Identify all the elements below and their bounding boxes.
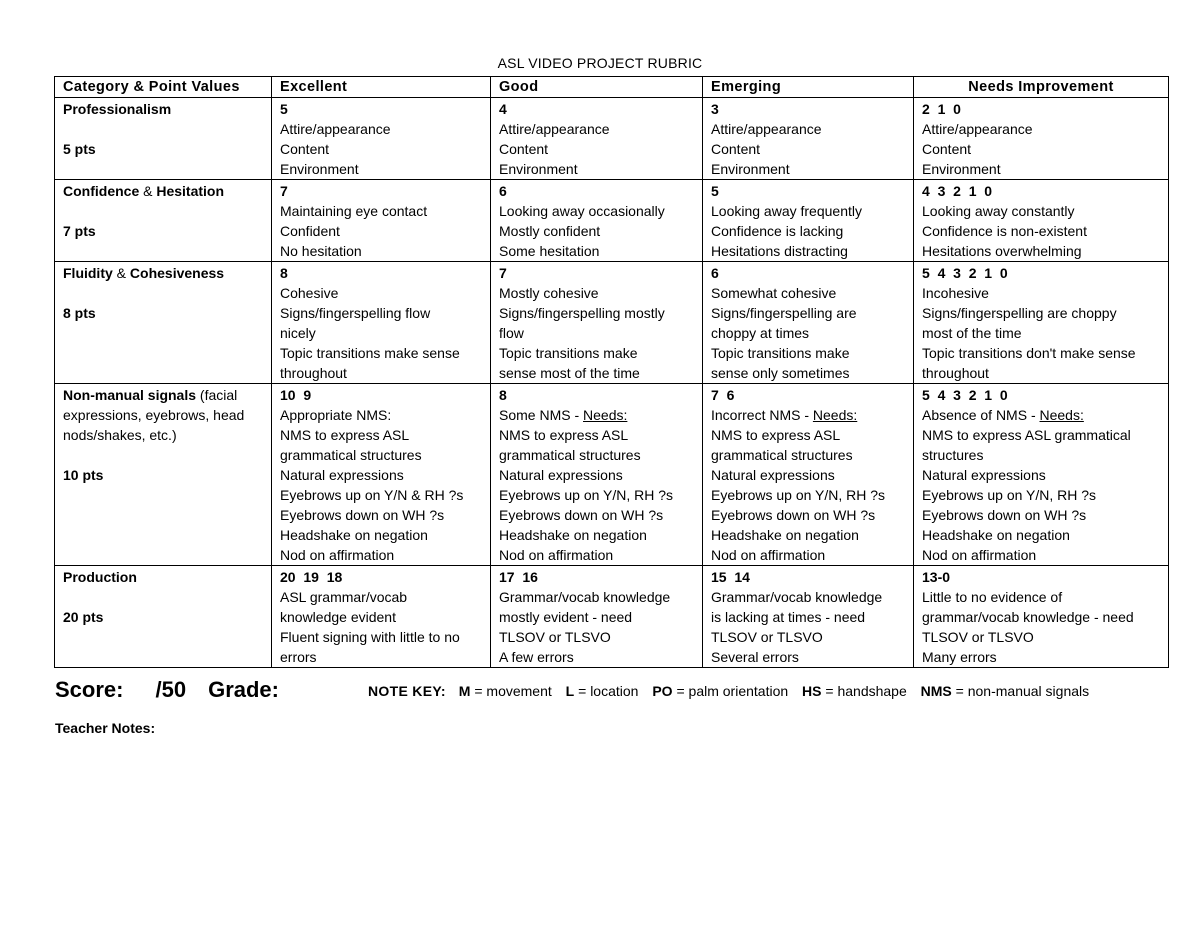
note-key-meaning: = handshape — [821, 683, 907, 699]
criterion-line: mostly evident - need — [499, 609, 633, 625]
score-values: 20 19 18 — [280, 569, 343, 585]
criterion-line: sense only sometimes — [711, 365, 850, 381]
table-row — [55, 180, 1169, 262]
criterion-line: errors — [280, 649, 317, 665]
criterion-line: Nod on affirmation — [280, 547, 395, 563]
criterion-line: Grammar/vocab knowledge — [499, 589, 671, 605]
criterion-line: No hesitation — [280, 243, 362, 259]
criterion-line: Topic transitions don't make sense — [922, 345, 1136, 361]
header-row — [55, 77, 1169, 98]
score-values: 10 9 — [280, 387, 312, 403]
criterion-line: Maintaining eye contact — [280, 203, 428, 219]
note-key-meaning: = non-manual signals — [951, 683, 1090, 699]
criterion-line: Headshake on negation — [499, 527, 647, 543]
criterion-line: throughout — [280, 365, 347, 381]
note-key-abbr: HS — [802, 683, 822, 699]
note-key-meaning: = location — [574, 683, 639, 699]
note-key-abbr: L — [565, 683, 575, 699]
criterion-line: Eyebrows up on Y/N, RH ?s — [711, 487, 886, 503]
category-ampersand: & — [139, 183, 157, 199]
criterion-line: Topic transitions make — [499, 345, 638, 361]
table-row — [55, 262, 1169, 384]
rubric-cell — [491, 566, 703, 668]
criterion-line: Cohesive — [280, 285, 339, 301]
category-cell — [55, 384, 272, 566]
rubric-cell — [914, 384, 1169, 566]
nms-prefix: Incorrect NMS - — [711, 407, 813, 423]
score-values: 13-0 — [922, 569, 951, 585]
nms-prefix: Absence of NMS - — [922, 407, 1040, 423]
criterion-line: NMS to express ASL — [711, 427, 841, 443]
criterion-line: Looking away occasionally — [499, 203, 665, 219]
header-good: Good — [491, 77, 703, 98]
rubric-cell — [914, 566, 1169, 668]
criterion-line: NMS to express ASL — [280, 427, 410, 443]
criterion-line: Hesitations overwhelming — [922, 243, 1082, 259]
score-values: 5 — [711, 183, 719, 199]
criterion-line: Somewhat cohesive — [711, 285, 837, 301]
criterion-line: Environment — [711, 161, 790, 177]
nms-prefix: Appropriate NMS: — [280, 407, 392, 423]
criterion-line: Content — [922, 141, 972, 157]
criterion-line: Several errors — [711, 649, 799, 665]
criterion-line: Confidence is lacking — [711, 223, 844, 239]
header-category: Category & Point Values — [55, 77, 272, 98]
criterion-line: Content — [280, 141, 330, 157]
criterion-line: choppy at times — [711, 325, 810, 341]
criterion-line: Mostly cohesive — [499, 285, 599, 301]
table-row — [55, 98, 1169, 180]
criterion-line: Eyebrows up on Y/N, RH ?s — [922, 487, 1097, 503]
note-key-meaning: = movement — [470, 683, 552, 699]
rubric-cell — [491, 262, 703, 384]
criterion-line: Content — [499, 141, 549, 157]
header-emerging: Emerging — [703, 77, 914, 98]
criterion-line: Attire/appearance — [922, 121, 1033, 137]
criterion-line: grammatical structures — [280, 447, 422, 463]
criterion-line: Signs/fingerspelling mostly — [499, 305, 665, 321]
category-points: 7 pts — [63, 223, 96, 239]
rubric-cell — [914, 262, 1169, 384]
score-values: 4 3 2 1 0 — [922, 183, 993, 199]
rubric-cell — [703, 98, 914, 180]
criterion-line: Fluent signing with little to no — [280, 629, 460, 645]
rubric-cell — [703, 262, 914, 384]
header-excellent: Excellent — [272, 77, 491, 98]
category-cell — [55, 262, 272, 384]
criterion-line: Natural expressions — [499, 467, 623, 483]
score-values: 3 — [711, 101, 719, 117]
criterion-line: Eyebrows up on Y/N, RH ?s — [499, 487, 674, 503]
note-key-abbr: NMS — [920, 683, 952, 699]
category-name-second: Hesitation — [156, 183, 225, 199]
score-values: 7 — [280, 183, 288, 199]
category-name: Production — [63, 569, 137, 585]
criterion-line: TLSOV or TLSVO — [711, 629, 823, 645]
criterion-line: Headshake on negation — [922, 527, 1070, 543]
nms-needs: Needs: — [583, 407, 628, 423]
criterion-line: Incohesive — [922, 285, 989, 301]
rubric-cell — [914, 180, 1169, 262]
table-row — [55, 384, 1169, 566]
criterion-line: sense most of the time — [499, 365, 640, 381]
category-points: 10 pts — [63, 467, 104, 483]
criterion-line: most of the time — [922, 325, 1022, 341]
category-name: Fluidity — [63, 265, 113, 281]
criterion-line: Eyebrows down on WH ?s — [499, 507, 664, 523]
score-values: 8 — [499, 387, 507, 403]
rubric-cell — [914, 98, 1169, 180]
criterion-line: Environment — [280, 161, 359, 177]
category-name: Non-manual signals — [63, 387, 197, 403]
criterion-line: Grammar/vocab knowledge — [711, 589, 883, 605]
criterion-line: Eyebrows up on Y/N & RH ?s — [280, 487, 464, 503]
category-cell — [55, 180, 272, 262]
score-values: 17 16 — [499, 569, 538, 585]
criterion-line: Headshake on negation — [711, 527, 859, 543]
criterion-line: Signs/fingerspelling are — [711, 305, 857, 321]
rubric-cell — [272, 98, 491, 180]
nms-needs: Needs: — [1039, 407, 1084, 423]
criterion-line: Natural expressions — [922, 467, 1046, 483]
criterion-line: ASL grammar/vocab — [280, 589, 408, 605]
score-values: 7 — [499, 265, 507, 281]
score-values: 4 — [499, 101, 507, 117]
note-key — [368, 682, 1089, 700]
category-cell — [55, 566, 272, 668]
score-values: 8 — [280, 265, 288, 281]
criterion-line: TLSOV or TLSVO — [922, 629, 1034, 645]
category-points: 8 pts — [63, 305, 96, 321]
criterion-line: Some hesitation — [499, 243, 600, 259]
criterion-line: Signs/fingerspelling are choppy — [922, 305, 1117, 321]
criterion-line: Many errors — [922, 649, 997, 665]
criterion-line: Nod on affirmation — [499, 547, 614, 563]
note-key-abbr: M — [458, 683, 471, 699]
category-name-second: Cohesiveness — [129, 265, 225, 281]
rubric-cell — [491, 384, 703, 566]
category-name: Professionalism — [63, 101, 172, 117]
document-title: ASL VIDEO PROJECT RUBRIC — [497, 55, 703, 71]
criterion-line: Content — [711, 141, 761, 157]
criterion-line: grammar/vocab knowledge - need — [922, 609, 1134, 625]
note-key-abbr: PO — [652, 683, 673, 699]
category-points: 20 pts — [63, 609, 104, 625]
rubric-cell — [272, 384, 491, 566]
criterion-line: flow — [499, 325, 524, 341]
criterion-line: Eyebrows down on WH ?s — [922, 507, 1087, 523]
category-description: (facial expressions, eyebrows, head nods/shakes, etc.) — [63, 387, 245, 443]
criterion-line: knowledge evident — [280, 609, 396, 625]
rubric-cell — [272, 262, 491, 384]
criterion-line: Natural expressions — [711, 467, 835, 483]
criterion-line: Attire/appearance — [711, 121, 822, 137]
rubric-cell — [491, 98, 703, 180]
criterion-line: Environment — [499, 161, 578, 177]
score-line — [55, 675, 279, 705]
criterion-line: TLSOV or TLSVO — [499, 629, 611, 645]
criterion-line: A few errors — [499, 649, 574, 665]
category-points: 5 pts — [63, 141, 96, 157]
criterion-line: grammatical structures — [499, 447, 641, 463]
criterion-line: Nod on affirmation — [922, 547, 1037, 563]
criterion-line: Headshake on negation — [280, 527, 428, 543]
criterion-line: Eyebrows down on WH ?s — [280, 507, 445, 523]
criterion-line: Attire/appearance — [499, 121, 610, 137]
score-values: 2 1 0 — [922, 101, 961, 117]
criterion-line: throughout — [922, 365, 989, 381]
criterion-line: Topic transitions make — [711, 345, 850, 361]
score-values: 7 6 — [711, 387, 735, 403]
rubric-cell — [703, 566, 914, 668]
criterion-line: Mostly confident — [499, 223, 601, 239]
score-values: 6 — [711, 265, 719, 281]
score-values: 6 — [499, 183, 507, 199]
criterion-line: Signs/fingerspelling flow — [280, 305, 431, 321]
table-row — [55, 566, 1169, 668]
score-label: Score: — [55, 677, 124, 702]
rubric-cell — [703, 384, 914, 566]
category-name: Confidence — [63, 183, 140, 199]
score-values: 5 — [280, 101, 288, 117]
criterion-line: Confident — [280, 223, 340, 239]
note-key-meaning: = palm orientation — [672, 683, 789, 699]
criterion-line: Little to no evidence of — [922, 589, 1063, 605]
score-total: /50 — [155, 677, 187, 702]
rubric-cell — [272, 180, 491, 262]
criterion-line: Environment — [922, 161, 1001, 177]
criterion-line: nicely — [280, 325, 316, 341]
teacher-notes-label: Teacher Notes: — [55, 720, 156, 736]
category-ampersand: & — [112, 265, 130, 281]
rubric-cell — [703, 180, 914, 262]
rubric-cell — [491, 180, 703, 262]
note-key-label: NOTE KEY: — [368, 683, 446, 699]
grade-label: Grade: — [208, 677, 279, 702]
score-values: 5 4 3 2 1 0 — [922, 265, 1008, 281]
criterion-line: Looking away constantly — [922, 203, 1075, 219]
header-needs-improvement: Needs Improvement — [914, 77, 1169, 98]
rubric-cell — [272, 566, 491, 668]
criterion-line: Topic transitions make sense — [280, 345, 460, 361]
nms-needs: Needs: — [812, 407, 858, 423]
criterion-line: is lacking at times - need — [711, 609, 866, 625]
criterion-line: structures — [922, 447, 984, 463]
criterion-line: Attire/appearance — [280, 121, 391, 137]
nms-prefix: Some NMS - — [499, 407, 584, 423]
criterion-line: NMS to express ASL grammatical — [922, 427, 1131, 443]
criterion-line: Nod on affirmation — [711, 547, 826, 563]
category-cell — [55, 98, 272, 180]
score-values: 15 14 — [711, 569, 750, 585]
criterion-line: Looking away frequently — [711, 203, 862, 219]
criterion-line: Confidence is non-existent — [922, 223, 1087, 239]
criterion-line: Hesitations distracting — [711, 243, 848, 259]
criterion-line: NMS to express ASL — [499, 427, 629, 443]
rubric-table — [54, 76, 1169, 668]
criterion-line: grammatical structures — [711, 447, 853, 463]
score-values: 5 4 3 2 1 0 — [922, 387, 1008, 403]
criterion-line: Natural expressions — [280, 467, 404, 483]
criterion-line: Eyebrows down on WH ?s — [711, 507, 876, 523]
